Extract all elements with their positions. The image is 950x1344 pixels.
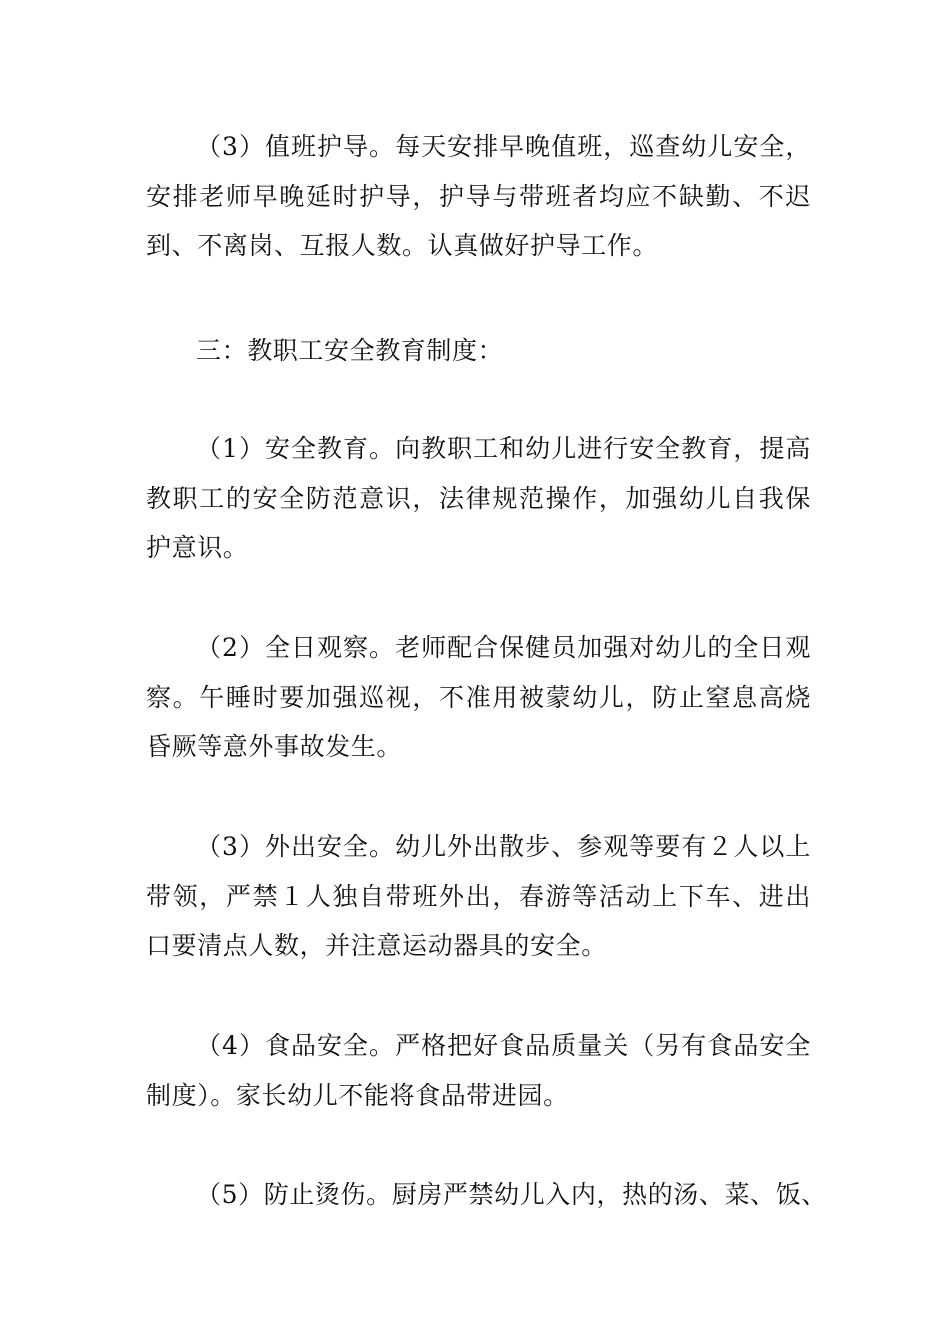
- section-heading-staff-safety-education: 三：教职工安全教育制度：: [196, 336, 504, 365]
- paragraph-burn-prevention: （5）防止烫伤。厨房严禁幼儿入内，热的汤、菜、饭、: [196, 1180, 827, 1209]
- paragraph-outing-safety: （3）外出安全。幼儿外出散步、参观等要有２人以上带领，严禁１人独自带班外出，春游等活动上下车、进出口要清点人数，并注意运动器具的安全。: [146, 832, 811, 960]
- paragraph-safety-education: （1）安全教育。向教职工和幼儿进行安全教育，提高教职工的安全防范意识，法律规范操作，加强幼儿自我保护意识。: [146, 434, 811, 562]
- paragraph-food-safety: （4）食品安全。严格把好食品质量关（另有食品安全制度）。家长幼儿不能将食品带进园。: [146, 1031, 811, 1110]
- paragraph-duty-guard: （3）值班护导。每天安排早晚值班，巡查幼儿安全，安排老师早晚延时护导，护导与带班者均应不缺勤、不迟到、不离岗、互报人数。认真做好护导工作。: [146, 132, 811, 260]
- paragraph-all-day-observation: （2）全日观察。老师配合保健员加强对幼儿的全日观察。午睡时要加强巡视，不准用被蒙幼儿，防止窒息高烧昏厥等意外事故发生。: [146, 633, 811, 761]
